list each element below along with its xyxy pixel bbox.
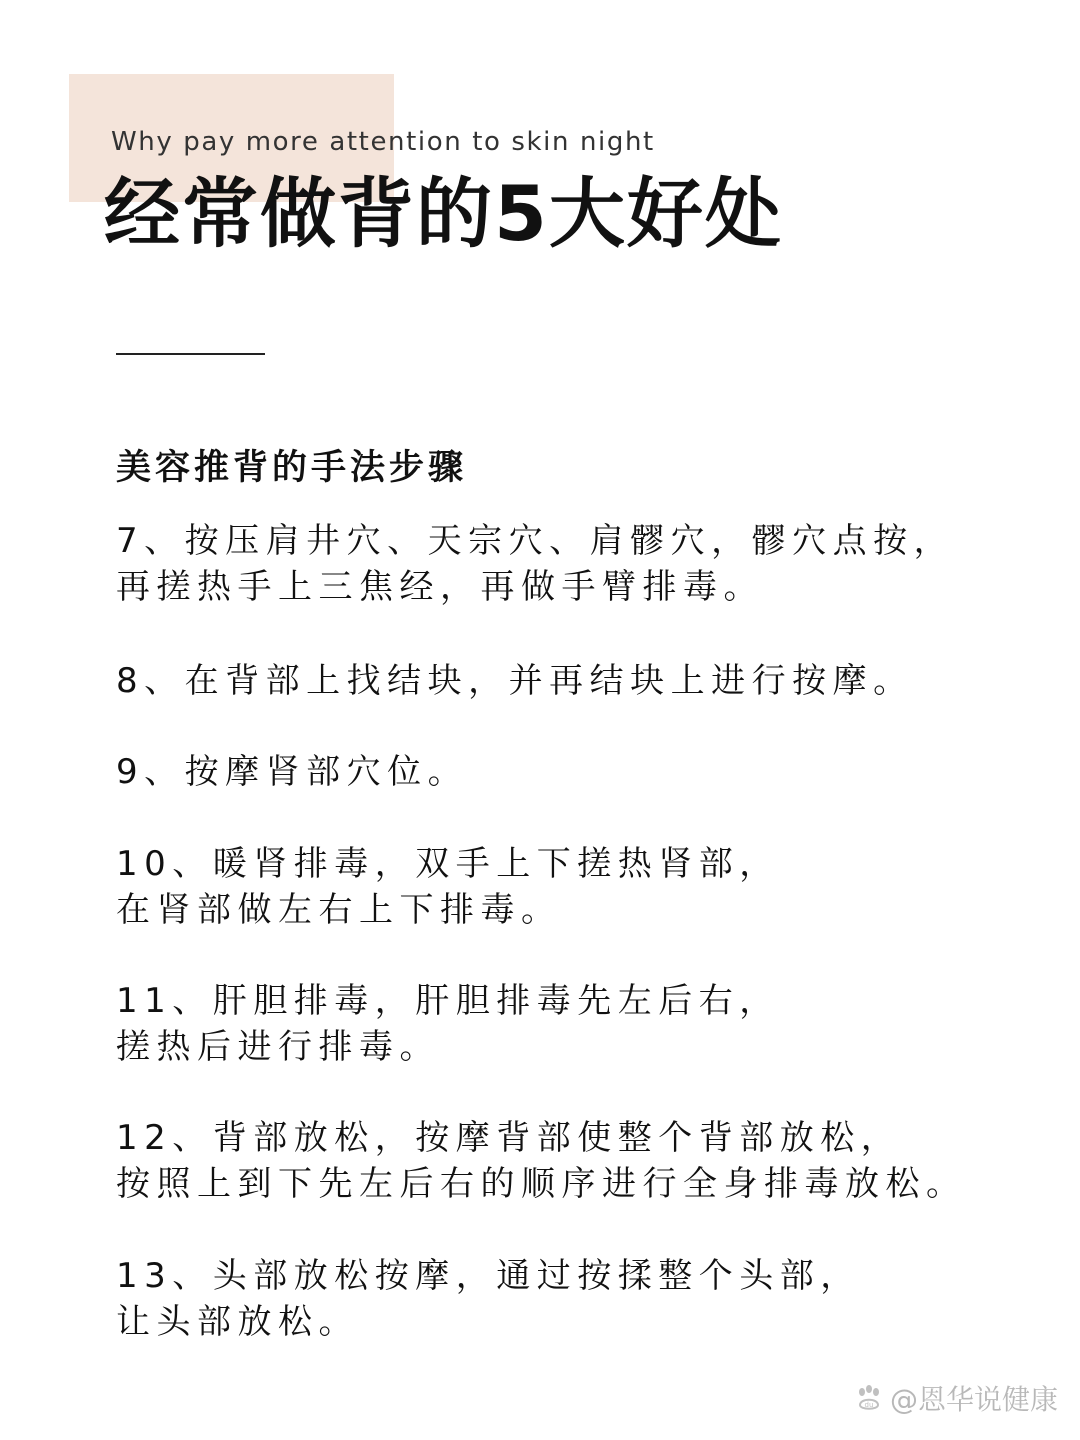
page-title: 经常做背的5大好处	[104, 169, 783, 258]
step-line: 按照上到下先左后右的顺序进行全身排毒放松。	[116, 1164, 967, 1204]
step-7	[116, 518, 954, 610]
step-line: 再搓热手上三焦经，再做手臂排毒。	[116, 567, 764, 607]
step-line: 13、头部放松按摩，通过按揉整个头部，	[116, 1256, 861, 1296]
step-line: 让头部放松。	[116, 1302, 359, 1342]
watermark	[854, 1378, 1058, 1418]
divider	[116, 353, 265, 355]
step-line: 搓热后进行排毒。	[116, 1027, 440, 1067]
step-13	[116, 1253, 861, 1345]
section-heading: 美容推背的手法步骤	[116, 448, 468, 488]
step-11	[116, 978, 780, 1070]
step-line: 8、在背部上找结块，并再结块上进行按摩。	[116, 661, 914, 701]
step-line: 10、暖肾排毒，双手上下搓热肾部，	[116, 844, 780, 884]
step-line: 12、背部放松，按摩背部使整个背部放松，	[116, 1118, 902, 1158]
step-line: 在肾部做左右上下排毒。	[116, 890, 562, 930]
svg-text:du: du	[864, 1401, 874, 1409]
step-8	[116, 658, 914, 704]
watermark-text: @恩华说健康	[889, 1383, 1058, 1416]
step-line: 11、肝胆排毒，肝胆排毒先左后右，	[116, 981, 780, 1021]
step-line: 7、按压肩井穴、天宗穴、肩髎穴，髎穴点按，	[116, 521, 955, 561]
step-9	[116, 749, 468, 795]
step-10	[116, 841, 780, 933]
paw-logo-icon	[854, 1383, 884, 1413]
step-12	[116, 1115, 967, 1207]
subtitle: Why pay more attention to skin night	[111, 127, 655, 157]
step-line: 9、按摩肾部穴位。	[116, 752, 469, 792]
